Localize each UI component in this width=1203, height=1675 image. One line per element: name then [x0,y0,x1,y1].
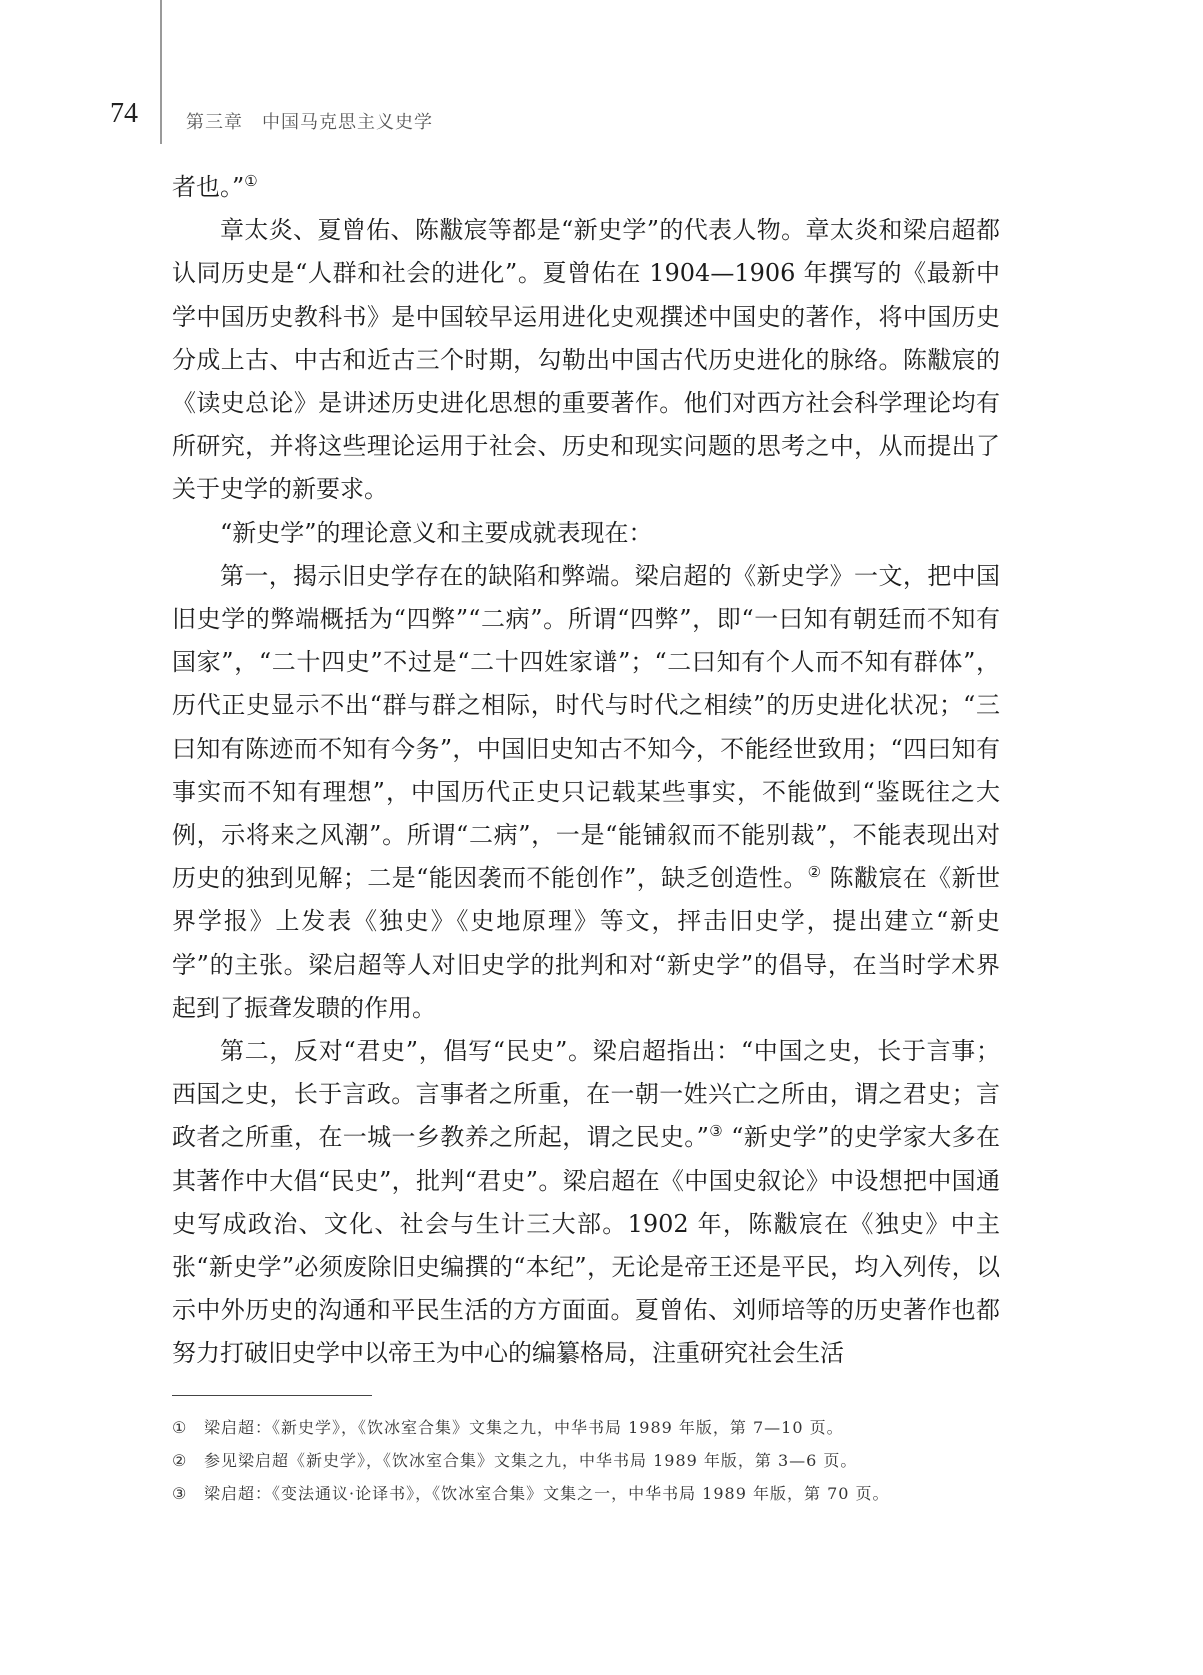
footnote-text: 参见梁启超《新史学》，《饮冰室合集》文集之九，中华书局 1989 年版，第 3—6 页。 [204,1451,858,1470]
footnote-ref[interactable]: ② [807,863,822,882]
running-head: 第三章 中国马克思主义史学 [186,112,433,133]
footnote-ref[interactable]: ③ [708,1122,724,1141]
paragraph: 第一，揭示旧史学存在的缺陷和弊端。梁启超的《新史学》一文，把中国旧史学的弊端概括为“四弊”“二病”。所谓“四弊”，即“一曰知有朝廷而不知有国家”，“二十四史”不过是“二十四姓家谱”；“二曰知有个人而不知有群体”，历代正史显示不出“群与群之相际，时代与时代之相续”的历史进化状况；“三曰知有陈迹而不知有今务”，中国旧史知古不知今，不能经世致用；“四曰知有事实而不知有理想”，中国历代正史只记载某些事实，不能做到“鉴既往之大例，示将来之风潮”。所谓“二病”，一是“能铺叙而不能别裁”，不能表现出对历史的独到见解；二是“能因袭而不能创作”，缺乏创造性。② 陈黻宸在《新世界学报》上发表《独史》《史地原理》等文，抨击旧史学，提出建立“新史学”的主张。梁启超等人对旧史学的批判和对“新史学”的倡导，在当时学术界起到了振聋发聩的作用。 [172,561,1000,1022]
footnote-mark: ① [172,1418,188,1437]
footnote [172,1482,1000,1506]
page-number: 74 [110,98,138,129]
paragraph: 者也。”① [172,172,258,201]
footnote-mark: ② [172,1451,188,1470]
footnote-divider [172,1395,372,1396]
body-text [172,166,1000,1376]
header-divider [160,0,162,144]
footnotes [172,1416,1000,1515]
footnote [172,1416,1000,1440]
paragraph: 第二，反对“君史”，倡写“民史”。梁启超指出：“中国之史，长于言事；西国之史，长于言政。言事者之所重，在一朝一姓兴亡之所由，谓之君史；言政者之所重，在一城一乡教养之所起，谓之民史。”③ “新史学”的史学家大多在其著作中大倡“民史”，批判“君史”。梁启超在《中国史叙论》中设想把中国通史写成政治、文化、社会与生计三大部。1902 年，陈黻宸在《独史》中主张“新史学”必须废除旧史编撰的“本纪”，无论是帝王还是平民，均入列传，以示中外历史的沟通和平民生活的方方面面。夏曾佑、刘师培等的历史著作也都努力打破旧史学中以帝王为中心的编纂格局，注重研究社会生活 [172,1037,1000,1368]
footnote-text: 梁启超：《变法通议·论译书》，《饮冰室合集》文集之一，中华书局 1989 年版，第 70 页。 [204,1484,890,1503]
footnote-mark: ③ [172,1484,188,1503]
footnote-text: 梁启超：《新史学》，《饮冰室合集》文集之九，中华书局 1989 年版，第 7—10 页。 [204,1418,844,1437]
footnote-ref[interactable]: ① [244,172,258,190]
paragraph: “新史学”的理论意义和主要成就表现在： [220,518,653,547]
paragraph: 章太炎、夏曾佑、陈黻宸等都是“新史学”的代表人物。章太炎和梁启超都认同历史是“人群和社会的进化”。夏曾佑在 1904—1906 年撰写的《最新中学中国历史教科书》是中国较早运用进化史观撰述中国史的著作，将中国历史分成上古、中古和近古三个时期，勾勒出中国古代历史进化的脉络。陈黻宸的《读史总论》是讲述历史进化思想的重要著作。他们对西方社会科学理论均有所研究，并将这些理论运用于社会、历史和现实问题的思考之中，从而提出了关于史学的新要求。 [172,216,1000,504]
footnote [172,1449,1000,1473]
